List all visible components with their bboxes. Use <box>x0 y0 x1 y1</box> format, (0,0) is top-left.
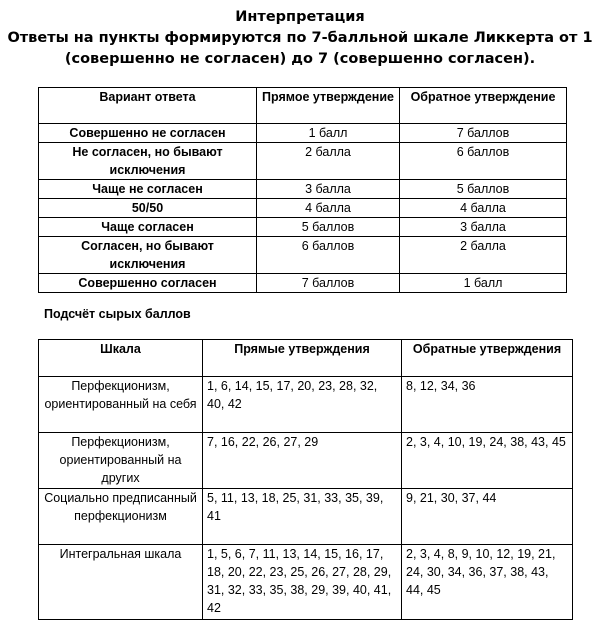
heading-subtitle-line1: Ответы на пункты формируются по 7-балльной шкале Ликкерта от 1 <box>7 30 593 46</box>
table-header-row <box>39 340 573 377</box>
reverse-score: 2 балла <box>400 237 567 274</box>
reverse-score: 6 баллов <box>400 143 567 180</box>
direct-score: 5 баллов <box>257 218 400 237</box>
table-row <box>39 433 573 489</box>
reverse-score: 5 баллов <box>400 180 567 199</box>
direct-items: 1, 6, 14, 15, 17, 20, 23, 28, 32, 40, 42 <box>203 377 402 433</box>
table-row <box>39 218 567 237</box>
table-header-row <box>39 88 567 124</box>
table-row <box>39 377 573 433</box>
header-cell: Обратное утверждение <box>400 88 567 124</box>
reverse-items: 2, 3, 4, 10, 19, 24, 38, 43, 45 <box>402 433 573 489</box>
reverse-score: 3 балла <box>400 218 567 237</box>
reverse-items: 8, 12, 34, 36 <box>402 377 573 433</box>
answer-option: Совершенно не согласен <box>39 124 257 143</box>
direct-score: 7 баллов <box>257 274 400 293</box>
header-cell: Обратные утверждения <box>402 340 573 377</box>
table-row <box>39 545 573 620</box>
reverse-score: 1 балл <box>400 274 567 293</box>
reverse-items: 2, 3, 4, 8, 9, 10, 12, 19, 21, 24, 30, 34, 36, 37, 38, 43, 44, 45 <box>402 545 573 620</box>
answer-option: 50/50 <box>39 199 257 218</box>
scale-name: Социально предписанный перфекционизм <box>39 489 203 545</box>
direct-score: 3 балла <box>257 180 400 199</box>
raw-scores-table <box>38 339 573 620</box>
heading-subtitle-line2: (совершенно не согласен) до 7 (совершенно согласен). <box>64 51 536 67</box>
scale-name: Интегральная шкала <box>39 545 203 620</box>
table-row <box>39 180 567 199</box>
raw-scores-title: Подсчёт сырых баллов <box>44 307 191 321</box>
answer-option: Не согласен, но бывают исключения <box>39 143 257 180</box>
scale-name: Перфекционизм, ориентированный на других <box>39 433 203 489</box>
header-cell: Шкала <box>39 340 203 377</box>
answer-option: Совершенно согласен <box>39 274 257 293</box>
direct-items: 1, 5, 6, 7, 11, 13, 14, 15, 16, 17, 18, 20, 22, 23, 25, 26, 27, 28, 29, 31, 32, 33, 35, 38, 29, 39, 40, 41, 42 <box>203 545 402 620</box>
answer-option: Чаще не согласен <box>39 180 257 199</box>
direct-items: 7, 16, 22, 26, 27, 29 <box>203 433 402 489</box>
direct-score: 6 баллов <box>257 237 400 274</box>
direct-items: 5, 11, 13, 18, 25, 31, 33, 35, 39, 41 <box>203 489 402 545</box>
likert-scale-table <box>38 87 567 293</box>
answer-option: Согласен, но бывают исключения <box>39 237 257 274</box>
answer-option: Чаще согласен <box>39 218 257 237</box>
heading-title: Интерпретация <box>235 9 365 25</box>
direct-score: 2 балла <box>257 143 400 180</box>
header-cell: Прямое утверждение <box>257 88 400 124</box>
header-cell: Вариант ответа <box>39 88 257 124</box>
reverse-items: 9, 21, 30, 37, 44 <box>402 489 573 545</box>
table-row <box>39 143 567 180</box>
scale-name: Перфекционизм, ориентированный на себя <box>39 377 203 433</box>
header-cell: Прямые утверждения <box>203 340 402 377</box>
table-row <box>39 124 567 143</box>
table-row <box>39 274 567 293</box>
table-row <box>39 489 573 545</box>
direct-score: 1 балл <box>257 124 400 143</box>
reverse-score: 4 балла <box>400 199 567 218</box>
table-row <box>39 237 567 274</box>
direct-score: 4 балла <box>257 199 400 218</box>
reverse-score: 7 баллов <box>400 124 567 143</box>
table-row <box>39 199 567 218</box>
